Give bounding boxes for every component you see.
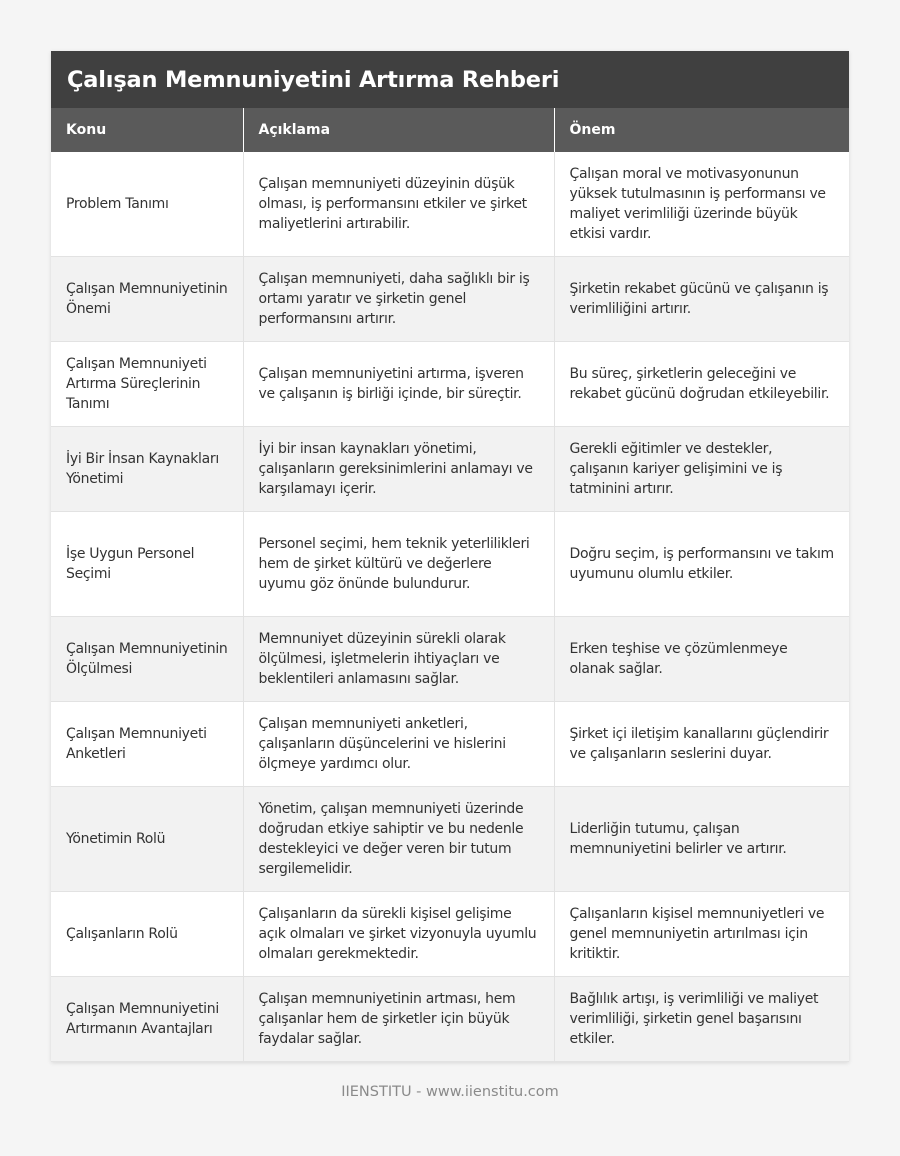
topic-cell: Çalışan Memnuniyeti Anketleri	[51, 702, 243, 787]
topic-cell: Çalışan Memnuniyetinin Önemi	[51, 257, 243, 342]
footer-credit: IIENSTITU - www.iienstitu.com	[341, 1084, 559, 1100]
table-row	[51, 702, 849, 787]
description-cell: Personel seçimi, hem teknik yeterlilikleri hem de şirket kültürü ve değerlere uyumu göz önünde bulundurur.	[243, 512, 554, 617]
table-row	[51, 342, 849, 427]
importance-cell: Bu süreç, şirketlerin geleceğini ve rekabet gücünü doğrudan etkileyebilir.	[554, 342, 849, 427]
importance-cell: Şirketin rekabet gücünü ve çalışanın iş verimliliğini artırır.	[554, 257, 849, 342]
importance-cell: Çalışanların kişisel memnuniyetleri ve genel memnuniyetin artırılması için kritiktir.	[554, 892, 849, 977]
importance-cell: Liderliğin tutumu, çalışan memnuniyetini belirler ve artırır.	[554, 787, 849, 892]
importance-cell: Bağlılık artışı, iş verimliliği ve maliyet verimliliği, şirketin genel başarısını etkiler.	[554, 977, 849, 1062]
description-cell: Çalışan memnuniyeti düzeyinin düşük olması, iş performansını etkiler ve şirket maliyetlerini artırabilir.	[243, 152, 554, 257]
description-cell: Çalışan memnuniyetini artırma, işveren ve çalışanın iş birliği içinde, bir süreçtir.	[243, 342, 554, 427]
description-cell: İyi bir insan kaynakları yönetimi, çalışanların gereksinimlerini anlamayı ve karşılamayı içerir.	[243, 427, 554, 512]
topic-cell: Çalışan Memnuniyeti Artırma Süreçlerinin Tanımı	[51, 342, 243, 427]
description-cell: Çalışan memnuniyeti, daha sağlıklı bir iş ortamı yaratır ve şirketin genel performansını artırır.	[243, 257, 554, 342]
importance-cell: Doğru seçim, iş performansını ve takım uyumunu olumlu etkiler.	[554, 512, 849, 617]
topic-cell: İşe Uygun Personel Seçimi	[51, 512, 243, 617]
description-cell: Çalışanların da sürekli kişisel gelişime açık olmaları ve şirket vizyonuyla uyumlu olmaları gerekmektedir.	[243, 892, 554, 977]
description-cell: Memnuniyet düzeyinin sürekli olarak ölçülmesi, işletmelerin ihtiyaçları ve beklentileri anlamasını sağlar.	[243, 617, 554, 702]
table-row	[51, 892, 849, 977]
topic-cell: Problem Tanımı	[51, 152, 243, 257]
topic-cell: Çalışanların Rolü	[51, 892, 243, 977]
description-cell: Yönetim, çalışan memnuniyeti üzerinde doğrudan etkiye sahiptir ve bu nedenle destekleyici ve değer veren bir tutum sergilemelidir.	[243, 787, 554, 892]
column-header-onem: Önem	[554, 108, 849, 152]
table-row	[51, 787, 849, 892]
table-row	[51, 152, 849, 257]
table-row	[51, 617, 849, 702]
column-header-konu: Konu	[51, 108, 243, 152]
importance-cell: Gerekli eğitimler ve destekler, çalışanın kariyer gelişimini ve iş tatminini artırır.	[554, 427, 849, 512]
importance-cell: Şirket içi iletişim kanallarını güçlendirir ve çalışanların seslerini duyar.	[554, 702, 849, 787]
table-row	[51, 427, 849, 512]
table-row	[51, 257, 849, 342]
guide-table	[51, 108, 849, 1062]
page-title: Çalışan Memnuniyetini Artırma Rehberi	[51, 51, 849, 108]
topic-cell: İyi Bir İnsan Kaynakları Yönetimi	[51, 427, 243, 512]
table-row	[51, 512, 849, 617]
topic-cell: Çalışan Memnuniyetinin Ölçülmesi	[51, 617, 243, 702]
importance-cell: Çalışan moral ve motivasyonunun yüksek tutulmasının iş performansı ve maliyet verimliliği üzerinde büyük etkisi vardır.	[554, 152, 849, 257]
description-cell: Çalışan memnuniyetinin artması, hem çalışanlar hem de şirketler için büyük faydalar sağlar.	[243, 977, 554, 1062]
topic-cell: Yönetimin Rolü	[51, 787, 243, 892]
table-row	[51, 977, 849, 1062]
topic-cell: Çalışan Memnuniyetini Artırmanın Avantajları	[51, 977, 243, 1062]
table-header-row	[51, 108, 849, 152]
description-cell: Çalışan memnuniyeti anketleri, çalışanların düşüncelerini ve hislerini ölçmeye yardımcı olur.	[243, 702, 554, 787]
guide-card	[51, 51, 849, 1062]
column-header-aciklama: Açıklama	[243, 108, 554, 152]
importance-cell: Erken teşhise ve çözümlenmeye olanak sağlar.	[554, 617, 849, 702]
